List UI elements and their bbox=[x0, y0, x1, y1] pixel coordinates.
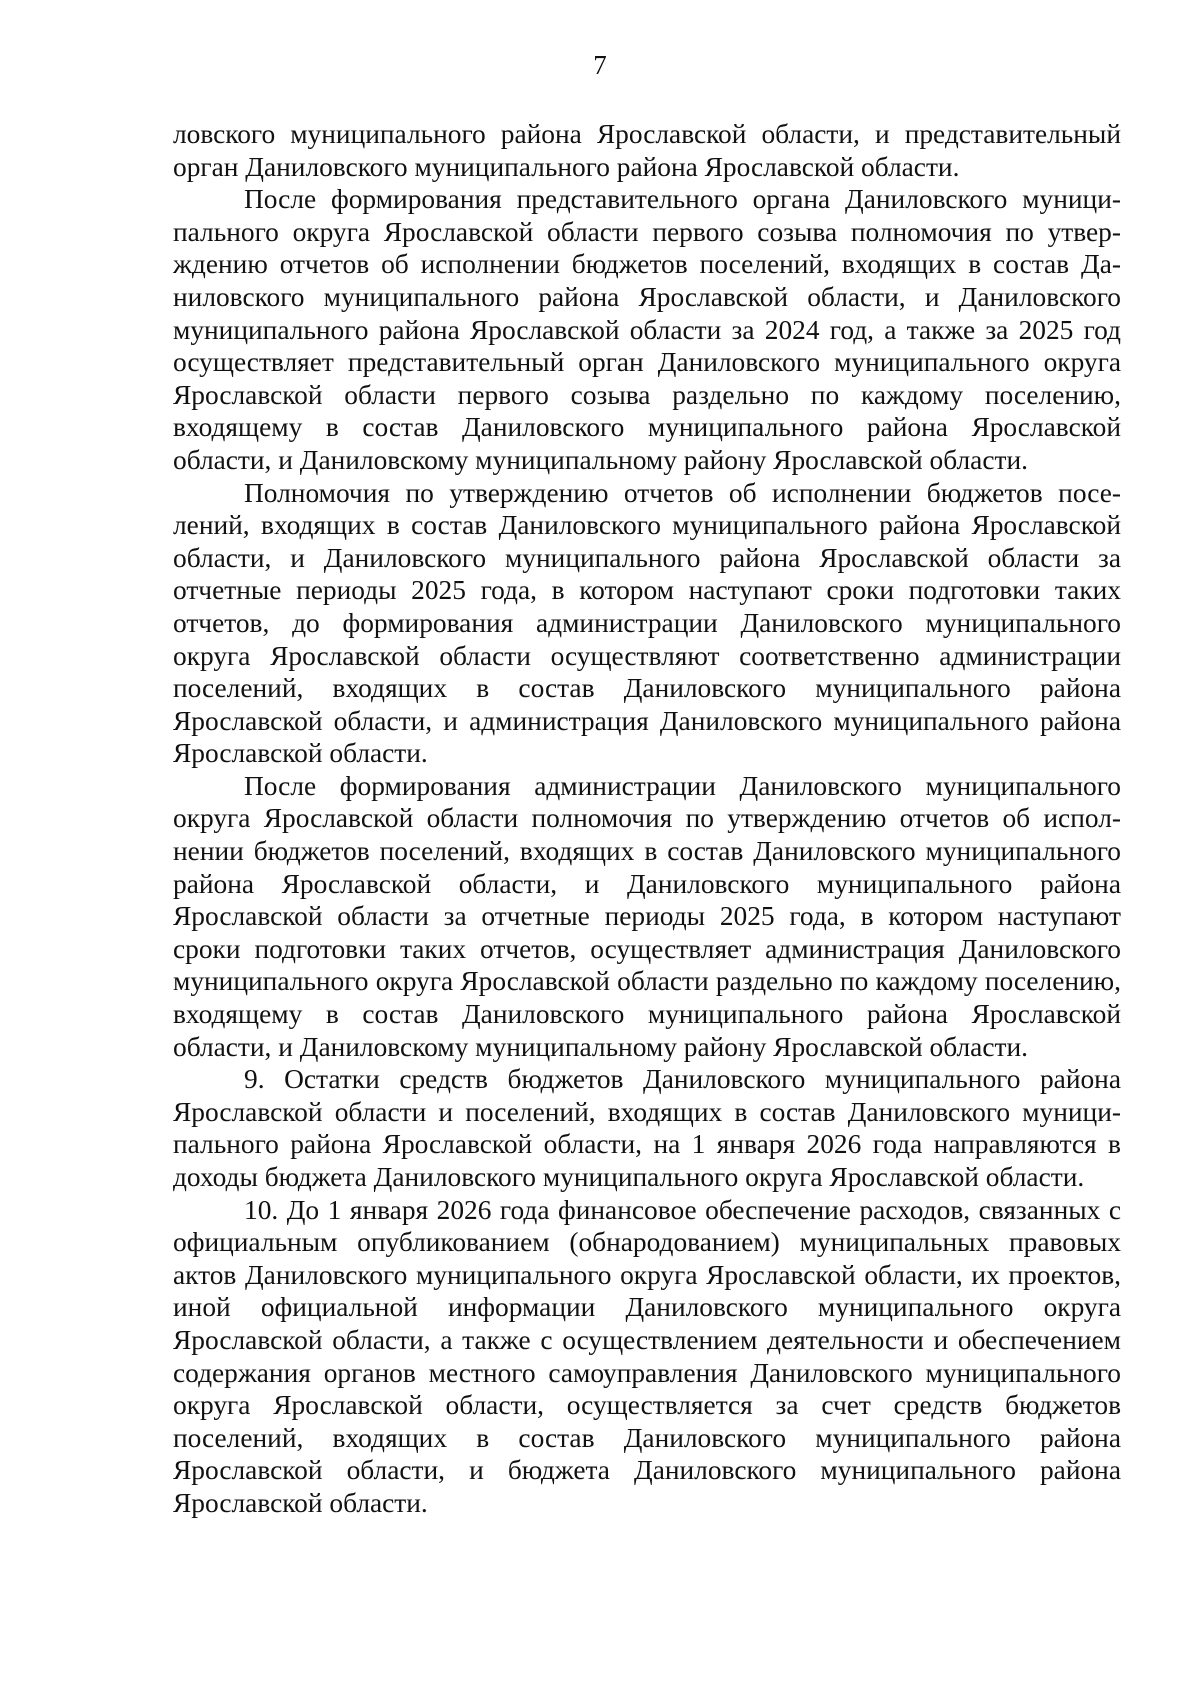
page-number: 7 bbox=[593, 50, 607, 80]
paragraph-item-9: 9. Остатки средств бюджетов Даниловского муниципального района Ярославской области и поселений, входящих в состав Даниловского муниципального района Ярославской области, на 1 января 2026 года направляются в доходы бюджета Даниловского муниципального округа Ярославской области. bbox=[173, 1064, 1121, 1192]
paragraph-representative-body: После формирования представительного органа Даниловского муниципального округа Ярославской области первого созыва полномочия по утверждению отчетов об исполнении бюджетов поселений, входящих в состав Даниловского муниципального района Ярославской области, и Даниловского муниципального района Ярославской области за 2024 год, а также за 2025 год осуществляет представительный орган Даниловского муниципального округа Ярославской области первого созыва раздельно по каждому поселению, входящему в состав Даниловского муниципального района Ярославской области, и Даниловскому муниципальному району Ярославской области. bbox=[173, 184, 1121, 475]
paragraph-report-approval-before-admin: Полномочия по утверждению отчетов об исполнении бюджетов поселений, входящих в состав Даниловского муниципального района Ярославской области, и Даниловского муниципального района Ярославской области за отчетные периоды 2025 года, в котором наступают сроки подготовки таких отчетов, до формирования администрации Даниловского муниципального округа Ярославской области осуществляют соответственно администрации поселений, входящих в состав Даниловского муниципального района Ярославской области, и администрация Даниловского муниципального района Ярославской области. bbox=[173, 477, 1121, 769]
document-body bbox=[173, 118, 1121, 1520]
paragraph-continuation: ловского муниципального района Ярославской области, и представительный орган Даниловского муниципального района Ярославской области. bbox=[173, 119, 1121, 182]
paragraph-item-10: 10. До 1 января 2026 года финансовое обеспечение расходов, связанных с официальным опубликованием (обнародованием) муниципальных правовых актов Даниловского муниципального округа Ярославской области, их проектов, иной официальной информации Даниловского муниципального округа Ярославской области, а также с осуществлением деятельности и обеспечением содержания органов местного самоуправления Даниловского муниципального округа Ярославской области, осуществляется за счет средств бюджетов поселений, входящих в состав Даниловского муниципального района Ярославской области, и бюджета Даниловского муниципального района Ярославской области. bbox=[173, 1194, 1121, 1518]
paragraph-report-approval-after-admin: После формирования администрации Даниловского муниципального округа Ярославской области полномочия по утверждению отчетов об исполнении бюджетов поселений, входящих в состав Даниловского муниципального района Ярославской области, и Даниловского муниципального района Ярославской области за отчетные периоды 2025 года, в котором наступают сроки подготовки таких отчетов, осуществляет администрация Даниловского муниципального округа Ярославской области раздельно по каждому поселению, входящему в состав Даниловского муниципального района Ярославской области, и Даниловскому муниципальному району Ярославской области. bbox=[173, 770, 1121, 1062]
